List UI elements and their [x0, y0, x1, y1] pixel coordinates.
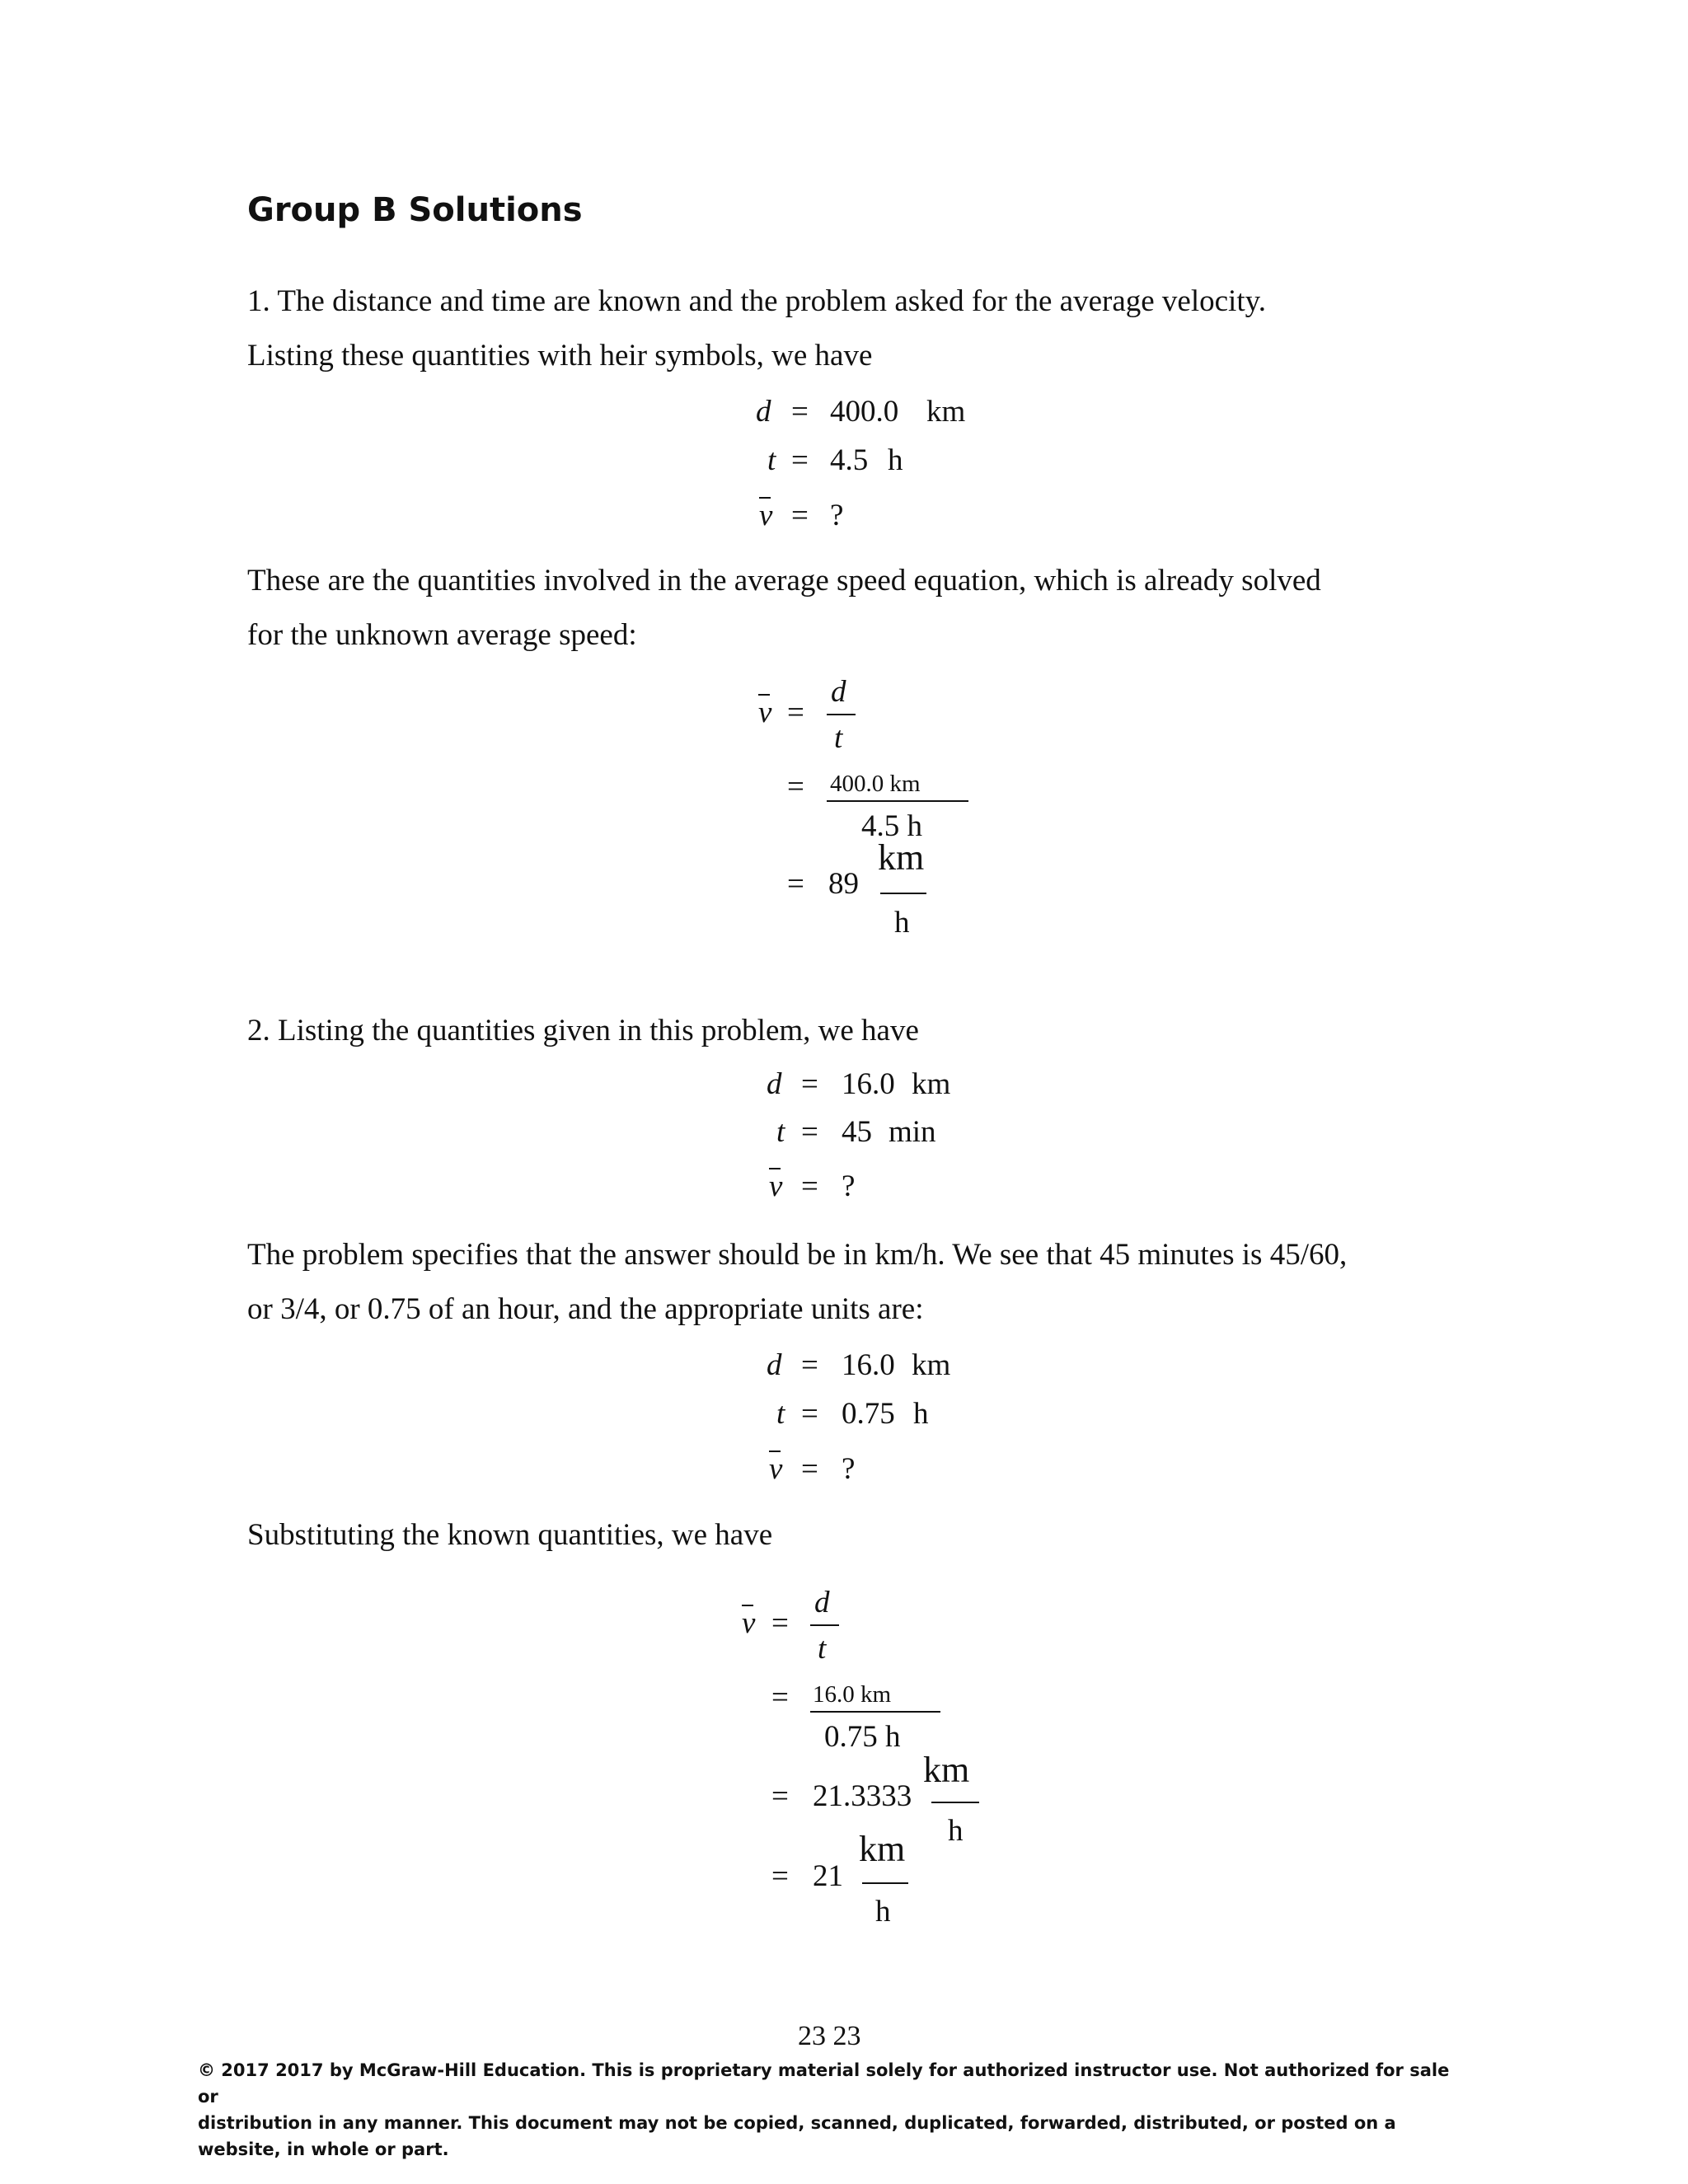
unit-fraction-bar — [931, 1802, 979, 1803]
unit-denominator: h — [875, 1895, 891, 1929]
equals-sign: = — [801, 1348, 818, 1382]
equals-sign: = — [787, 770, 804, 804]
equals-sign: = — [801, 1115, 818, 1149]
section-title: Group B Solutions — [247, 191, 583, 229]
fraction-denominator: 0.75 h — [824, 1720, 901, 1754]
time-value: 0.75 — [842, 1397, 895, 1431]
fraction-denominator: 4.5 h — [861, 809, 922, 843]
paragraph-4-line-1: The problem specifies that the answer should be in km/h. We see that 45 minutes is 45/60, — [247, 1238, 1348, 1272]
copyright-footer — [198, 2057, 1451, 2163]
distance-symbol: d — [756, 395, 771, 429]
paragraph-1-line-2: Listing these quantities with heir symbols, we have — [247, 339, 873, 373]
distance-unit: km — [912, 1067, 951, 1101]
velocity-unknown: ? — [842, 1452, 856, 1486]
fraction-denominator: t — [818, 1632, 827, 1666]
distance-unit: km — [912, 1348, 951, 1382]
copyright-line-3: website, in whole or part. — [198, 2139, 449, 2159]
distance-value: 400.0 — [830, 395, 899, 429]
intermediate-value: 21.3333 — [813, 1779, 912, 1813]
equals-sign: = — [801, 1169, 818, 1203]
time-unit: h — [888, 443, 903, 477]
unit-numerator: km — [878, 837, 925, 878]
time-symbol: t — [767, 443, 776, 477]
paragraph-2 — [247, 554, 1467, 663]
paragraph-1-line-1: 1. The distance and time are known and the problem asked for the average velocity. — [247, 284, 1266, 318]
fraction-numerator: d — [814, 1586, 830, 1619]
velocity-symbol: v — [769, 1452, 783, 1486]
fraction-numerator: d — [831, 675, 846, 709]
equals-sign: = — [771, 1859, 789, 1893]
paragraph-2-line-2: for the unknown average speed: — [247, 618, 637, 652]
equals-sign: = — [791, 395, 809, 429]
result-value: 89 — [828, 867, 859, 901]
unit-fraction-bar — [862, 1882, 908, 1884]
equals-sign: = — [787, 867, 804, 901]
unit-fraction-bar — [880, 893, 926, 894]
equals-sign: = — [791, 499, 809, 532]
fraction-numerator: 16.0 km — [813, 1681, 892, 1708]
unit-numerator: km — [923, 1750, 970, 1790]
copyright-line-1: © 2017 2017 by McGraw-Hill Education. This is proprietary material solely for authorized instructor use. Not authorized for sale or — [198, 2060, 1450, 2107]
time-unit: h — [913, 1397, 929, 1431]
fraction-numerator: 400.0 km — [830, 771, 921, 797]
velocity-symbol: v — [769, 1169, 783, 1203]
equals-sign: = — [771, 1680, 789, 1714]
equals-sign: = — [801, 1067, 818, 1101]
equals-sign: = — [801, 1452, 818, 1486]
paragraph-3: 2. Listing the quantities given in this problem, we have — [247, 1014, 919, 1047]
paragraph-5: Substituting the known quantities, we have — [247, 1518, 773, 1552]
distance-value: 16.0 — [842, 1348, 895, 1382]
copyright-line-2: distribution in any manner. This document may not be copied, scanned, duplicated, forwarded, distributed, or posted on a — [198, 2113, 1396, 2133]
equals-sign: = — [771, 1779, 789, 1813]
equals-sign: = — [771, 1606, 789, 1640]
paragraph-2-line-1: These are the quantities involved in the average speed equation, which is already solved — [247, 564, 1321, 598]
time-symbol: t — [776, 1397, 785, 1431]
result-value: 21 — [813, 1859, 843, 1893]
fraction-bar — [810, 1711, 940, 1713]
velocity-symbol: v — [742, 1606, 756, 1640]
fraction-bar — [827, 714, 856, 715]
velocity-symbol: v — [759, 499, 773, 532]
fraction-bar — [810, 1624, 839, 1626]
distance-symbol: d — [767, 1067, 782, 1101]
equals-sign: = — [801, 1397, 818, 1431]
paragraph-4-line-2: or 3/4, or 0.75 of an hour, and the appropriate units are: — [247, 1292, 924, 1326]
distance-symbol: d — [767, 1348, 782, 1382]
velocity-symbol: v — [758, 696, 772, 729]
time-symbol: t — [776, 1115, 785, 1149]
equals-sign: = — [787, 696, 804, 729]
equals-sign: = — [791, 443, 809, 477]
time-value: 45 — [842, 1115, 872, 1149]
page-number: 23 23 — [798, 2021, 861, 2051]
distance-value: 16.0 — [842, 1067, 895, 1101]
unit-numerator: km — [859, 1829, 906, 1869]
unit-denominator: h — [894, 906, 910, 940]
distance-unit: km — [926, 395, 966, 429]
fraction-denominator: t — [834, 721, 843, 755]
unit-denominator: h — [948, 1814, 964, 1848]
time-unit: min — [889, 1115, 936, 1149]
fraction-bar — [827, 800, 968, 802]
time-value: 4.5 — [830, 443, 869, 477]
paragraph-4 — [247, 1228, 1467, 1337]
velocity-unknown: ? — [830, 499, 844, 532]
velocity-unknown: ? — [842, 1169, 856, 1203]
paragraph-1 — [247, 274, 1467, 383]
